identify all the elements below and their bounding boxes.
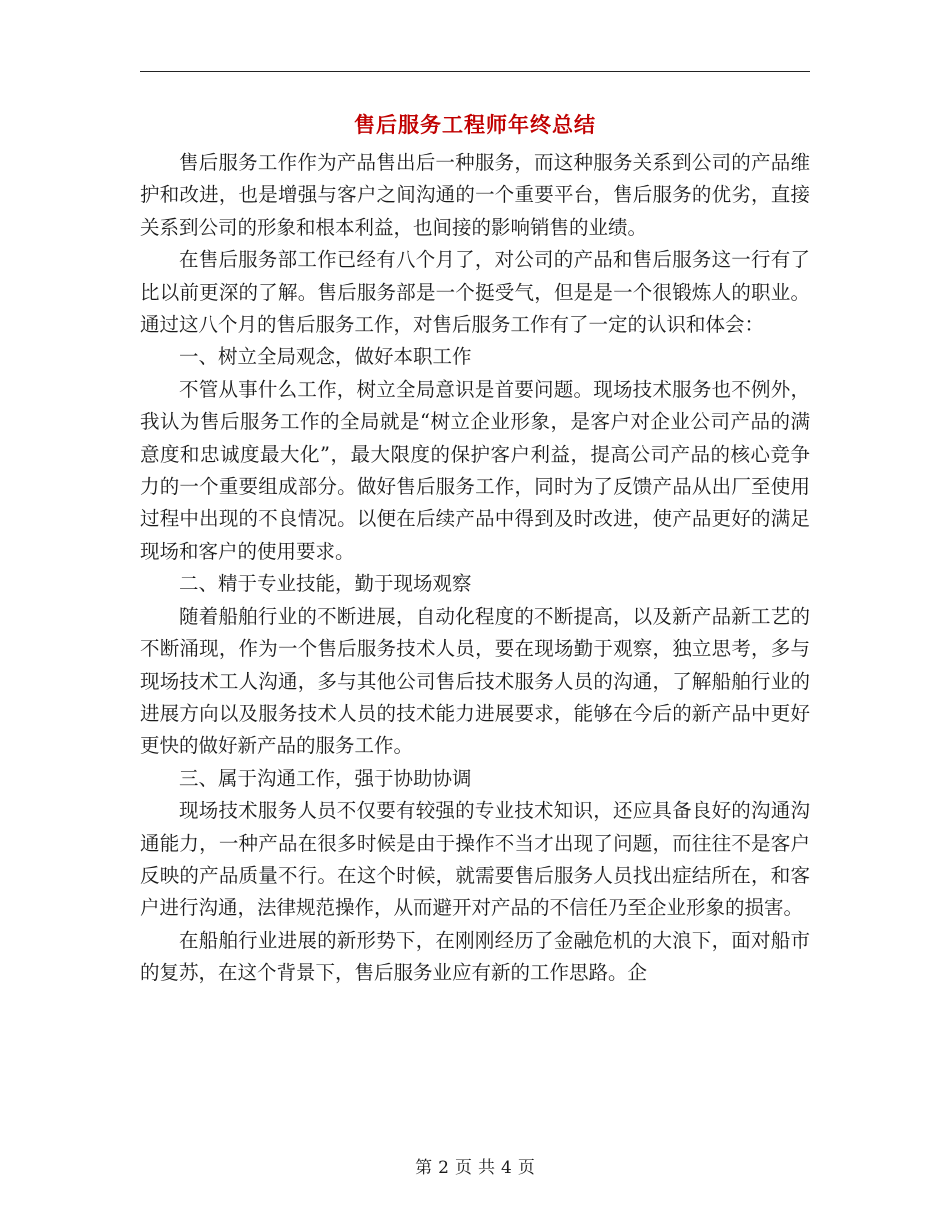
paragraph-experience: 在售后服务部工作已经有八个月了，对公司的产品和售后服务这一行有了比以前更深的了解。售后服务部是一个挺受气，但是是一个很锻炼人的职业。通过这八个月的售后服务工作，对售后服务工作有了一定的认识和体会： bbox=[140, 248, 810, 337]
footer-current-page: 2 bbox=[438, 1158, 449, 1178]
header-rule bbox=[140, 71, 810, 72]
document-body bbox=[140, 147, 810, 990]
paragraph-section-3: 现场技术服务人员不仅要有较强的专业技术知识，还应具备良好的沟通沟通能力，一种产品在很多时候是由于操作不当才出现了问题，而往往不是客户反映的产品质量不行。在这个时候，就需要售后服务人员找出症结所在，和客户进行沟通，法律规范操作，从而避开对产品的不信任乃至企业形象的损害。 bbox=[140, 799, 810, 920]
paragraph-section-2: 随着船舶行业的不断进展，自动化程度的不断提高，以及新产品新工艺的不断涌现，作为一个售后服务技术人员，要在现场勤于观察，独立思考，多与现场技术工人沟通，多与其他公司售后技术服务人员的沟通，了解船舶行业的进展方向以及服务技术人员的技术能力进展要求，能够在今后的新产品中更好更快的做好新产品的服务工作。 bbox=[140, 604, 810, 758]
paragraph-outlook: 在船舶行业进展的新形势下，在刚刚经历了金融危机的大浪下，面对船市的复苏，在这个背景下，售后服务业应有新的工作思路。企 bbox=[140, 928, 810, 985]
footer-page-word: 页 bbox=[455, 1158, 472, 1178]
footer-total-pages: 4 bbox=[501, 1158, 512, 1178]
section-heading-2: 二、精于专业技能，勤于现场观察 bbox=[179, 572, 472, 596]
footer-suffix: 页 bbox=[517, 1158, 535, 1178]
paragraph-intro: 售后服务工作作为产品售出后一种服务，而这种服务关系到公司的产品维护和改进，也是增强与客户之间沟通的一个重要平台，售后服务的优劣，直接关系到公司的形象和根本利益，也间接的影响销售的业绩。 bbox=[140, 151, 810, 239]
paragraph-section-1: 不管从事什么工作，树立全局意识是首要问题。现场技术服务也不例外，我认为售后服务工作的全局就是“树立企业形象，是客户对企业公司产品的满意度和忠诚度最大化”，最大限度的保护客户利益，提高公司产品的核心竞争力的一个重要组成部分。做好售后服务工作，同时为了反馈产品从出厂至使用过程中出现的不良情况。以便在后续产品中得到及时改进，使产品更好的满足现场和客户的使用要求。 bbox=[140, 377, 810, 563]
section-heading-1: 一、树立全局观念，做好本职工作 bbox=[179, 345, 472, 369]
footer-total-word: 共 bbox=[478, 1158, 495, 1178]
page-footer bbox=[0, 1153, 950, 1178]
footer-prefix: 第 bbox=[415, 1158, 433, 1178]
section-heading-3: 三、属于沟通工作，强于协助协调 bbox=[179, 766, 472, 790]
document-title: 售后服务工程师年终总结 bbox=[354, 112, 596, 137]
